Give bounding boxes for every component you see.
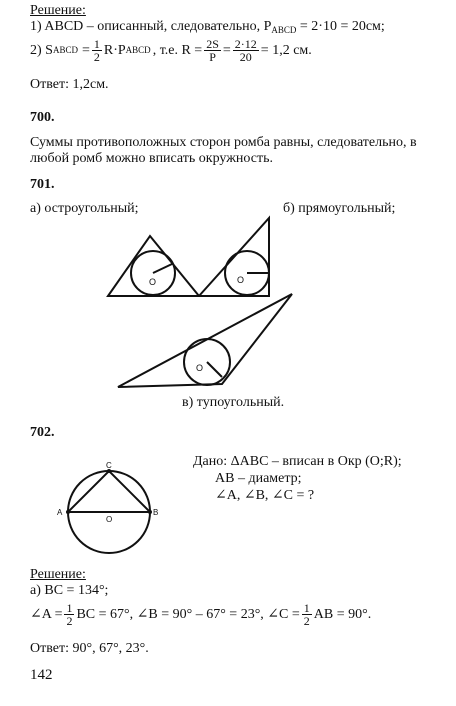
given-line-2: AB – диаметр; <box>215 471 302 486</box>
fraction-numerator: 1 <box>66 601 73 615</box>
problem-701-number: 701. <box>30 177 55 192</box>
problem-700-text-line-2: любой ромб можно вписать окружность. <box>30 151 273 166</box>
given-line-1: Дано: ΔABC – вписан в Окр (O;R); <box>193 454 402 469</box>
radius-result: = 1,2 см. <box>260 42 312 58</box>
equals-sign: = <box>81 42 90 58</box>
fraction-half-c <box>302 602 312 627</box>
label-vertex-c: C <box>106 461 112 470</box>
center-label-right: O <box>237 275 245 285</box>
vertex-a <box>66 510 70 514</box>
center-label-obtuse: O <box>196 363 204 373</box>
page-number: 142 <box>30 667 53 683</box>
fraction-numerator: 1 <box>303 601 310 615</box>
fraction-denominator: 20 <box>239 50 252 64</box>
radius-expression: , т.е. R = <box>152 42 203 58</box>
vertex-b <box>148 510 152 514</box>
rp-term: R·P <box>103 42 126 58</box>
label-obtuse: в) тупоугольный. <box>182 395 285 410</box>
label-vertex-b: B <box>153 508 159 517</box>
angles-expression: BC = 67°, ∠B = 90° – 67° = 23°, ∠C = <box>76 606 300 622</box>
label-center-o: O <box>106 515 113 524</box>
fraction-denominator: P <box>209 50 216 64</box>
label-acute: а) остроугольный; <box>30 201 139 216</box>
angle-c-result: AB = 90°. <box>313 606 372 622</box>
triangle-sides-ac-cb <box>68 471 150 512</box>
fraction-half-a <box>64 602 74 627</box>
angle-a-expression: ∠A = <box>30 606 63 622</box>
perimeter-subscript: ABCD <box>271 25 297 35</box>
solution-702-line-2 <box>30 602 371 627</box>
solution-702-line-1: а) BC = 134°; <box>30 583 109 598</box>
answer-702: Ответ: 90°, 67°, 23°. <box>30 641 149 656</box>
problem-702-number: 702. <box>30 425 55 440</box>
fraction-numerator: 2S <box>206 37 219 51</box>
area-label: 2) S <box>30 42 53 58</box>
fraction-denominator: 2 <box>303 614 310 628</box>
problem-700-text-line-1: Суммы противоположных сторон ромба равны, следовательно, в <box>30 135 417 150</box>
center-label-acute: O <box>149 277 157 287</box>
fraction-denominator: 2 <box>66 614 73 628</box>
label-right: б) прямоугольный; <box>283 201 396 216</box>
label-vertex-a: A <box>57 508 63 517</box>
solution-702-heading: Решение: <box>30 567 86 582</box>
equals-sign-2: = <box>222 42 231 58</box>
fraction-numerator: 1 <box>93 37 100 51</box>
perimeter-subscript-2: ABCD <box>125 45 151 55</box>
problem-700-number: 700. <box>30 110 55 125</box>
answer-1: Ответ: 1,2см. <box>30 77 109 92</box>
solution-line-1-text: 1) ABCD – описанный, следовательно, P <box>30 19 272 34</box>
given-line-3: ∠A, ∠B, ∠C = ? <box>215 488 315 503</box>
solution-line-1-result: = 2·10 = 20см; <box>299 19 385 34</box>
fraction-denominator: 2 <box>93 50 100 64</box>
area-subscript: ABCD <box>52 45 78 55</box>
solution-heading: Решение: <box>30 3 86 18</box>
fraction-numerator: 2·12 <box>234 37 257 51</box>
